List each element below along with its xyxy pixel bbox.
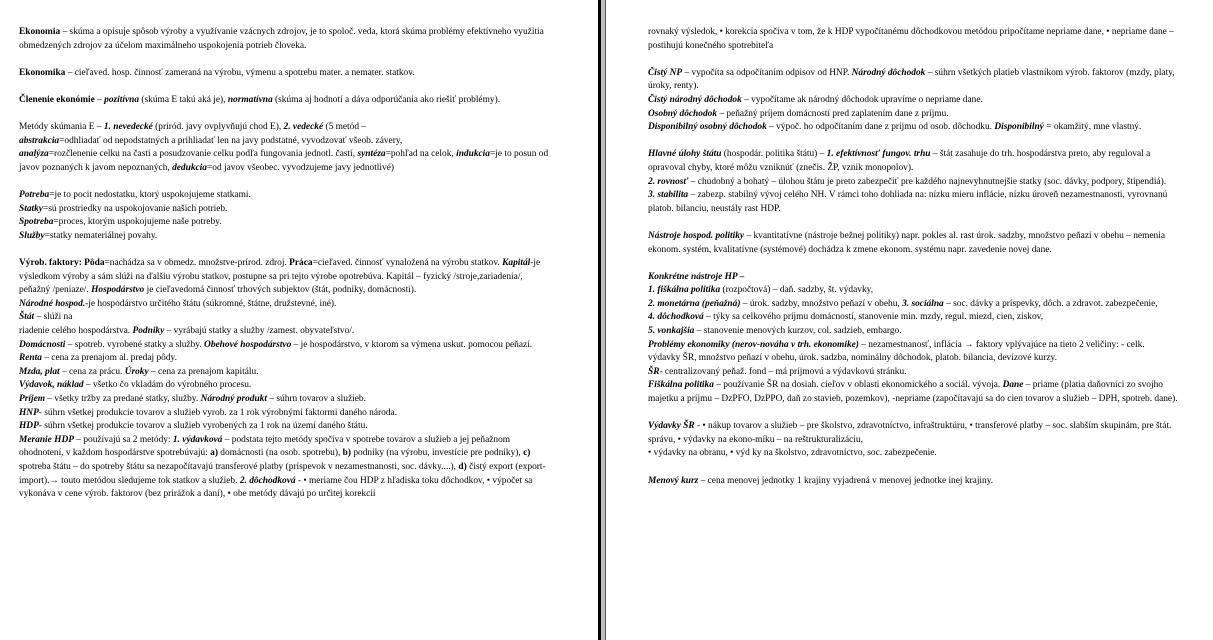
- text-run: – vyrábajú statky a služby /zamest. obyvateľstvo/.: [166, 326, 355, 337]
- term-run: Konkrétne nástroje HP – 1. fiškálna politika: [648, 271, 745, 296]
- term-run: d): [458, 462, 467, 472]
- paragraph: [648, 26, 1178, 53]
- text-run: - súhrn všetkej produkcie tovarov a služieb vyrobených za 1 rok na území daného štátu.: [38, 421, 368, 432]
- text-run: – cena za prenajom al. predaj pôdy.: [44, 353, 177, 364]
- term-run: 3. sociálna: [902, 298, 944, 309]
- text-run: (skúma aj hodnotí a dáva odporúčania ako riešiť problémy).: [272, 94, 501, 105]
- paragraph: [19, 257, 554, 502]
- text-run: – zabezp. stabilný vývoj celého NH. V rámci toho dohliada na: nízku mieru inflácie, nízku úroveň nezamestnanosti, vyrovnanú platob. bilanciu, neustály rast HDP.: [648, 190, 1168, 214]
- term-run: Disponibilný osobný dôchodok: [648, 122, 767, 133]
- text-run: =proces, ktorým uspokojujeme naše potreby.: [53, 217, 222, 228]
- text-run: =od javov všeobec. vyvodzujeme javy jednotlivé): [206, 162, 394, 173]
- term-run: 2. vedecké: [283, 122, 324, 133]
- term-run: indukcia: [456, 149, 490, 160]
- text-run: – týky sa celkového príjmu domácností, stanovenie min. mzdy, regul. miezd, cien, ziskov,: [706, 312, 1044, 323]
- term-run: Renta: [19, 353, 42, 364]
- text-run: – cieľaved. hosp. činnosť zameraná na výrobu, výmenu a spotrebu mater. a nemater. statkov.: [65, 67, 415, 78]
- term-run: abstrakcia: [19, 135, 60, 146]
- paragraph-gap: [648, 216, 1213, 230]
- term-run: 1. efektívnosť fungov. trhu: [826, 149, 931, 160]
- term-run: Úroky: [124, 366, 149, 377]
- term-run: Čistý národný dôchodok: [648, 94, 742, 105]
- paragraph: [648, 67, 1178, 135]
- paragraph: [648, 420, 1178, 461]
- term-run: Statky: [19, 203, 43, 214]
- term-run: Národný produkt: [200, 394, 267, 405]
- term-run: Čistý NP: [648, 67, 683, 78]
- paragraph-gap: [648, 257, 1213, 271]
- paragraph: [19, 121, 554, 175]
- term-run: 1. nevedecké: [103, 122, 153, 133]
- text-run: – kvantitatívne (nástroje bežnej politiky) napr. pokles al. rast úrok. sadzby, množstvo peňazí v obehu – nemenia ekonom. systém, kvalitatívne (systémové) dochádza k zmene ekonom. systému napr. zavedenie novej dane.: [648, 230, 1165, 255]
- text-run: – podstata tejto metódy spočíva v spotrebe tovarov a služieb a jej peňažnom ohodnotení, v každom hospodárstve spotrebúvajú:: [19, 434, 511, 459]
- term-run: Kapitál: [502, 258, 531, 269]
- term-run: Mzda, plat: [19, 366, 60, 377]
- text-run: – výpoč. ho odpočítaním dane z príjmu od osob. dôchodku.: [766, 122, 995, 133]
- term-run: normatívna: [227, 94, 273, 105]
- text-run: (skúma E takú aká je),: [139, 94, 228, 105]
- term-run: Problémy ekonomiky (nerov-nováha v trh. ekonomike): [648, 339, 859, 350]
- text-run: – cena za prenajom kapitálu.: [151, 366, 259, 377]
- text-run: =je to pocit nedostatku, ktorý uspokojujeme statkami.: [49, 190, 251, 201]
- text-run: čistý export (export-import).→ touto metódou sledujeme tok statkov a služieb.: [19, 462, 546, 486]
- text-run: – cena za prácu.: [59, 366, 125, 377]
- text-run: (príród. javy ovplyvňujú chod E),: [152, 122, 284, 133]
- paragraph-gap: [19, 53, 598, 67]
- text-run: Metódy skúmania E –: [19, 122, 104, 133]
- text-run: – súhrn všetkých platieb vlastníkom výrob. faktorov (mzdy, platy, úroky, renty).: [648, 67, 1175, 92]
- text-run: – spotreb. vyrobené statky a služby.: [65, 339, 205, 350]
- text-run: – úrok. sadzby, množstvo peňazí v obehu,: [740, 298, 903, 309]
- term-run: Príjem: [19, 394, 46, 405]
- text-run: –: [94, 94, 105, 105]
- text-run: = okamžitý, mne vlastný.: [1043, 122, 1142, 133]
- term-run: a): [210, 448, 218, 459]
- text-run: – používanie ŠR na dosiah. cieľov v oblasti ekonomického a sociál. vývoja.: [713, 380, 1003, 391]
- text-run: -je hospodárstvo určitého štátu (súkromné, štátne, družstevné, iné).: [85, 298, 337, 309]
- term-run: Fiškálna politika: [648, 380, 714, 391]
- term-run: 2. dôchodková: [239, 475, 296, 486]
- text-run: (rozpočtová) – daň. sadzby, št. výdavky,: [722, 285, 874, 296]
- term-run: Meranie HDP: [19, 434, 74, 445]
- text-run: – všetky tržby za predané statky, služby.: [45, 394, 201, 405]
- paragraph-gap: [19, 80, 598, 94]
- text-run: – priame (platia daňovníci zo svojho majetku a príjmu – DzPFO, DzPPO, daň zo stavieb, pozemkov), -nepriame (započítavajú sa do cien tovarov a služieb – DPH, spotreb. dane).: [648, 380, 1178, 405]
- text-run: – všetko čo vkladám do výrobného procesu.: [85, 380, 252, 391]
- text-run: =odhliadať od nepodstatných a prihliadať len na javy podstatné, vyvodzovať všeob. závery,: [59, 135, 403, 146]
- text-run: – peňažný príjem domácností pred zaplatením dane z príjmu.: [719, 108, 949, 119]
- text-run: =cieľaved. činnosť vynaložená na výrobu statkov.: [312, 258, 503, 269]
- paragraph-gap: [19, 176, 598, 190]
- term-run: Výrob. faktory: Pôda: [19, 258, 105, 269]
- term-run: Obehové hospodárstvo: [204, 339, 292, 350]
- paragraph-gap: [648, 53, 1213, 67]
- text-run: – slúži na riadenie celého hospodárstva.: [19, 312, 131, 337]
- paragraph: [648, 148, 1178, 216]
- term-run: pozitívna: [104, 94, 140, 105]
- paragraph: [19, 26, 554, 53]
- term-run: Štát: [19, 312, 35, 323]
- term-run: Služby: [19, 230, 45, 241]
- text-run: – používajú sa 2 metódy:: [73, 434, 173, 445]
- term-run: 2. monetárna (peňažná): [648, 298, 741, 309]
- paragraph: [648, 271, 1178, 407]
- term-run: dedukcia: [172, 162, 207, 173]
- text-run: =je to posun od javov poznaných k javom nepoznaných,: [19, 149, 549, 173]
- left-column: [0, 0, 598, 640]
- term-run: Nástroje hospod. politiky: [648, 230, 745, 241]
- term-run: Menový kurz: [648, 475, 699, 486]
- text-run: =statky nemateriálnej povahy.: [44, 230, 158, 241]
- term-run: 1. výdavková: [172, 434, 223, 445]
- text-run: -je výsledkom výroby a sám slúži na ďalšiu výrobu statkov, postupne sa pri tejto výrobe opotrebúva. Kapitál – fyzický /stroje,zariadenia/, peňažný /peniaze/.: [19, 258, 541, 296]
- term-run: 5. vonkajšia: [648, 326, 695, 337]
- column-divider: [598, 0, 606, 640]
- term-run: Domácnosti: [19, 339, 66, 350]
- term-run: Národné hospod.: [19, 298, 86, 309]
- paragraph: [19, 94, 554, 108]
- term-run: Členenie ekonómie: [19, 94, 95, 105]
- paragraph: [648, 475, 1178, 489]
- text-run: – súhrn tovarov a služieb.: [269, 394, 366, 405]
- term-run: Ekonomia: [19, 27, 61, 37]
- text-run: =nachádza sa v obmedz. množstve-prírod. zdroj.: [104, 258, 290, 269]
- term-run: Hospodárstvo: [91, 285, 145, 296]
- text-run: (hospodár. politika štátu) –: [721, 149, 827, 160]
- text-run: – cena menovej jednotky 1 krajiny vyjadrená v menovej jednotke inej krajiny.: [698, 475, 994, 486]
- paragraph-gap: [648, 461, 1213, 475]
- term-run: Dane: [1002, 380, 1024, 391]
- text-run: - • nákup tovarov a služieb – pre školstvo, zdravotníctvo, infraštruktúru, • transferové platby – soc. slabším skupinám, pre štát. správu, • výdavky na ekono-míku – na reštrukturalizáciu, • výdavky na obranu, • výd ky na školstvo, zdravotníctvo, soc. zabezpečenie.: [648, 421, 1172, 459]
- term-run: Disponibilný: [994, 122, 1044, 133]
- text-run: podniky (na výrobu, investície pre podniky),: [351, 448, 524, 459]
- text-run: - súhrn všetkej produkcie tovarov a služieb vyrob. za 1 rok výrobnými faktormi daného národa.: [38, 407, 398, 418]
- term-run: Práca: [289, 258, 313, 269]
- term-run: Výdavok, náklad: [19, 380, 84, 391]
- text-run: – je hospodárstvo, v ktorom sa výmena uskut. pomocou peňazí.: [293, 339, 533, 350]
- text-run: – vypočítame ak národný dôchodok upravíme o nepriame dane.: [744, 94, 983, 105]
- term-run: HDP: [19, 421, 39, 432]
- term-run: HNP: [19, 407, 39, 418]
- term-run: c): [523, 448, 531, 459]
- text-run: – skúma a opisuje spôsob výroby a využívanie vzácnych zdrojov, je to spoloč. veda, ktorá skúma problémy efektívneho využitia obmedzených zdrojov za účelom maximálneho uspokojenia potrieb človeka.: [19, 27, 544, 51]
- term-run: Hlavné úlohy štátu: [648, 149, 722, 160]
- term-run: Národný dôchodok: [851, 67, 926, 78]
- text-run: - • meriame čou HDP z hľadiska toku dôchodkov, • výpočet sa vykonáva v cene výrob. faktorov (bez prirážok a daní), • obe metódy dávajú po určitej korekcii: [19, 475, 533, 500]
- text-run: – štát zasahuje do trh. hospodárstva preto, aby reguloval a opravoval chyby, ktoré môžu vzniknúť (znečis. ŽP, vznik monopolov).: [648, 149, 1151, 173]
- text-run: – chudobný a bohatý – úlohou štátu je preto zabezpečiť pre každého najnevyhnutnejšie statky (soc. dávky, podpory, štipendiá).: [690, 176, 1167, 187]
- text-run: - centralizovaný peňaž. fond – má príjmovú a výdavkovú stránku.: [659, 366, 907, 377]
- term-run: 4. dôchodková: [648, 312, 704, 323]
- paragraph: [19, 67, 554, 81]
- paragraph-gap: [648, 407, 1213, 421]
- text-run: =sú prostriedky na uspokojovanie našich potrieb.: [42, 203, 228, 214]
- text-run: je cieľavedomá činnosť trhových subjektov (štát, podniky, domácnosti).: [146, 285, 417, 296]
- text-run: =rozčlenenie celku na časti a posudzovanie celku podľa fungovania jednotl. častí,: [48, 149, 358, 160]
- term-run: Potreba: [19, 190, 50, 201]
- text-run: =pohľad na celok,: [385, 149, 457, 160]
- paragraph-gap: [19, 108, 598, 122]
- paragraph-gap: [19, 244, 598, 258]
- paragraph: [648, 230, 1178, 257]
- text-run: (5 metód –: [325, 122, 367, 133]
- term-run: 2. rovnosť: [648, 176, 689, 187]
- text-run: – nezamestnanosť, inflácia → faktory vplývajúce na tieto 2 veličiny: - celk. výdavky ŠR, množstvo peňazí v obehu, úrok. sadzba, nominálny dôchodok, platob. bilancia, devízové kurzy.: [648, 339, 1145, 364]
- term-run: syntéza: [357, 149, 386, 160]
- term-run: ŠR: [648, 366, 660, 377]
- text-run: – vypočíta sa odpočítaním odpisov od HNP.: [682, 67, 852, 78]
- term-run: Výdavky ŠR: [648, 421, 695, 432]
- term-run: b): [342, 448, 351, 459]
- term-run: analýza: [19, 149, 49, 160]
- term-run: 3. stabilita: [648, 190, 689, 201]
- text-run: rovnaký výsledok, • korekcia spočíva v tom, že k HDP vypočítanému dôchodkovou metódou pripočítame nepriame dane, • nepriame dane – postihujú konečného spotrebiteľa: [648, 27, 1174, 51]
- right-column: [606, 0, 1213, 640]
- text-run: – soc. dávky a príspevky, dôch. a zdravot. zabezpečenie,: [946, 298, 1158, 309]
- term-run: Podniky: [132, 326, 165, 337]
- term-run: Osobný dôchodok: [648, 108, 718, 119]
- term-run: Ekonomika: [19, 67, 66, 78]
- text-run: – stanovenie menových kurzov, col. sadzieb, embargo.: [696, 326, 902, 337]
- paragraph-gap: [648, 135, 1213, 149]
- paragraph: [19, 189, 554, 243]
- text-run: spotreba štátu – do spotreby štátu sa nezapočítavajú transferové platby (príspevok v nezamestnanosti, soc. dávky....),: [19, 462, 459, 472]
- term-run: Spotreba: [19, 217, 54, 228]
- text-run: domácnosti (na osob. spotrebu),: [217, 448, 343, 459]
